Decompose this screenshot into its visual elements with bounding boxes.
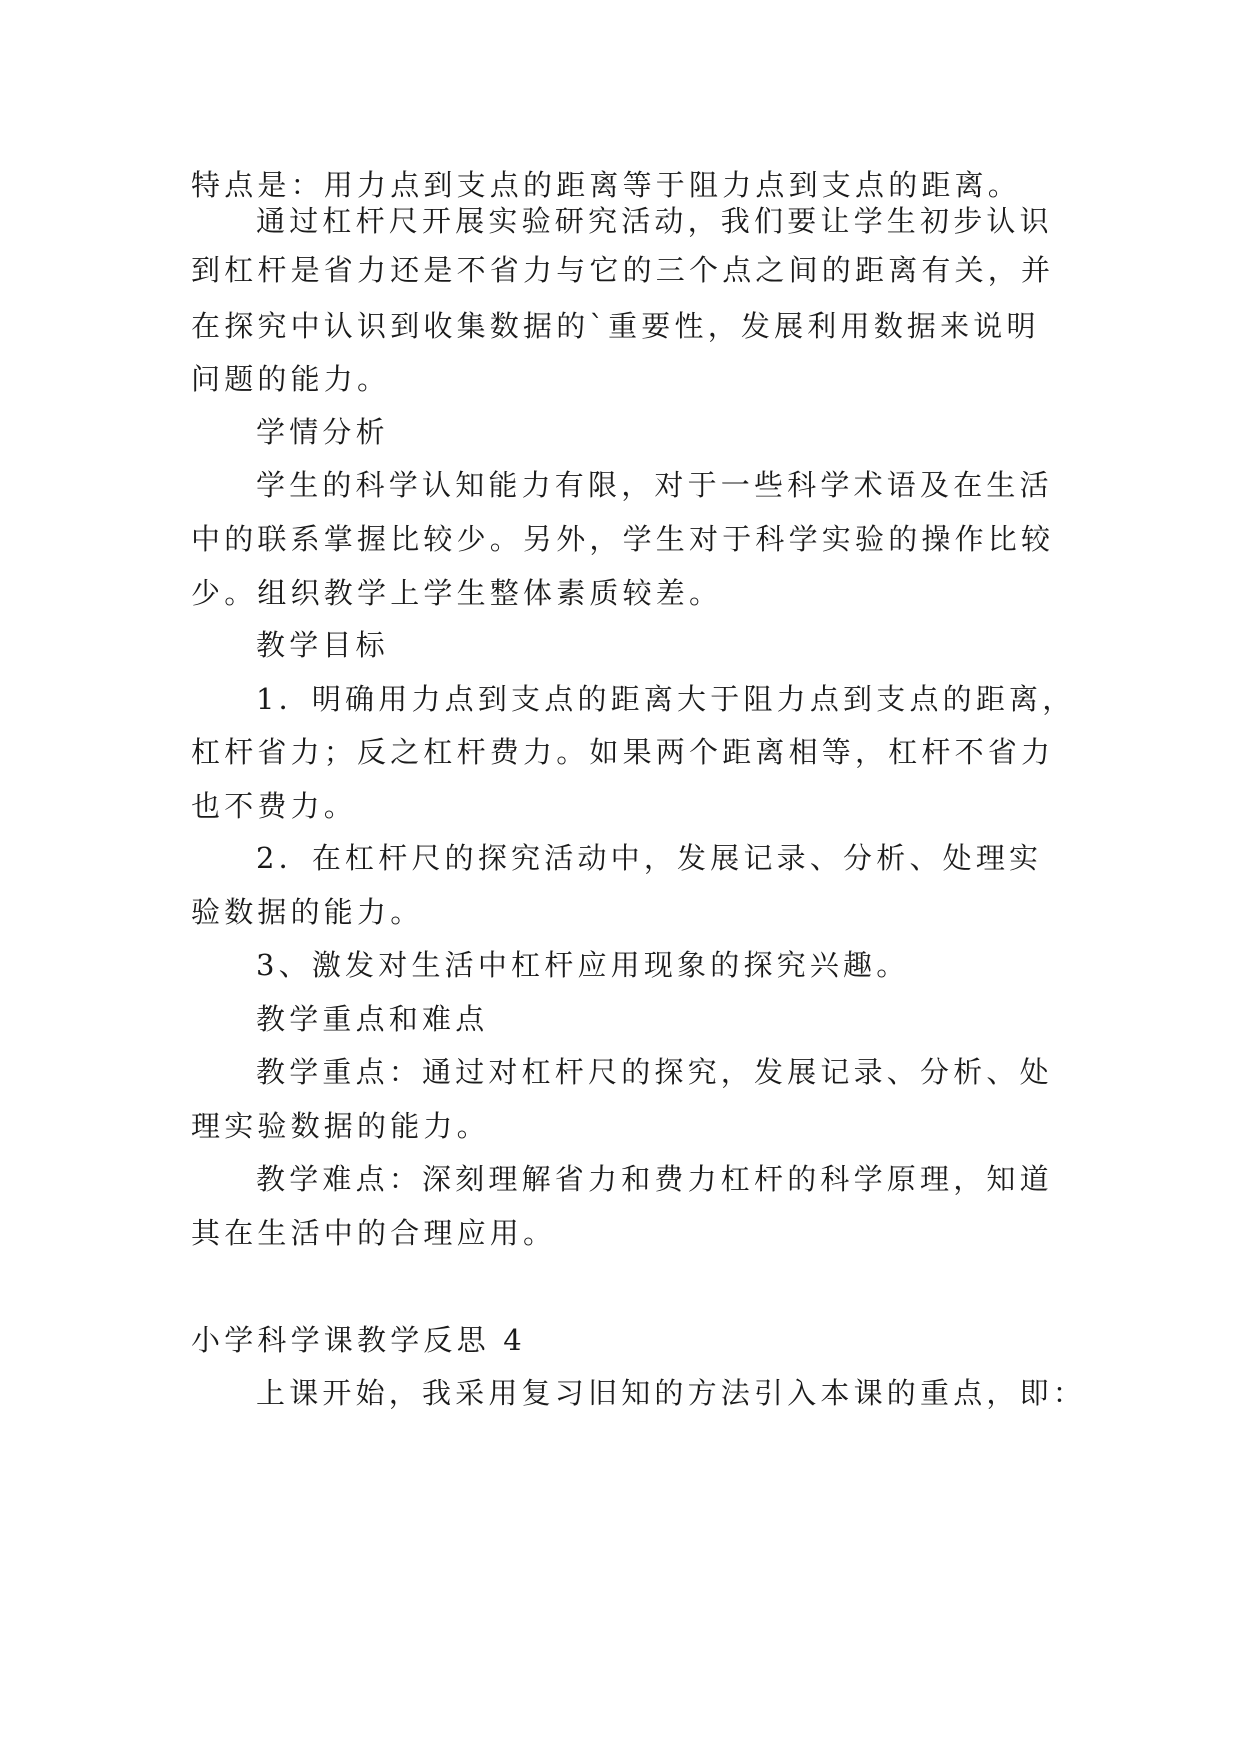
article-title: 小学科学课教学反思 4 <box>191 1323 526 1357</box>
paragraph-line: 理实验数据的能力。 <box>191 1109 490 1143</box>
list-item-line: 1．明确用力点到支点的距离大于阻力点到支点的距离， <box>256 682 1076 716</box>
paragraph-line: 通过杠杆尺开展实验研究活动，我们要让学生初步认识 <box>256 204 1053 238</box>
paragraph-line: 验数据的能力。 <box>191 895 424 929</box>
paragraph-line: 问题的能力。 <box>191 362 391 396</box>
paragraph-line: 其在生活中的合理应用。 <box>191 1216 557 1250</box>
section-heading: 教学重点和难点 <box>256 1002 489 1036</box>
list-item-line: 2．在杠杆尺的探究活动中，发展记录、分析、处理实 <box>256 841 1043 875</box>
paragraph-line: 杠杆省力；反之杠杆费力。如果两个距离相等，杠杆不省力 <box>191 735 1055 769</box>
paragraph-line: 教学重点：通过对杠杆尺的探究，发展记录、分析、处 <box>256 1055 1053 1089</box>
list-item-line: 3、激发对生活中杠杆应用现象的探究兴趣。 <box>256 948 910 982</box>
paragraph-line: 学生的科学认知能力有限，对于一些科学术语及在生活 <box>256 468 1053 502</box>
paragraph-line: 在探究中认识到收集数据的`重要性，发展利用数据来说明 <box>191 309 1040 343</box>
paragraph-line: 上课开始，我采用复习旧知的方法引入本课的重点，即： <box>256 1376 1087 1410</box>
paragraph-line: 到杠杆是省力还是不省力与它的三个点之间的距离有关，并 <box>191 253 1055 287</box>
paragraph-line: 教学难点：深刻理解省力和费力杠杆的科学原理，知道 <box>256 1162 1053 1196</box>
paragraph-line: 少。组织教学上学生整体素质较差。 <box>191 576 723 610</box>
paragraph-line: 也不费力。 <box>191 789 358 823</box>
paragraph-line: 特点是：用力点到支点的距离等于阻力点到支点的距离。 <box>191 168 1022 202</box>
paragraph-line: 中的联系掌握比较少。另外，学生对于科学实验的操作比较 <box>191 522 1055 556</box>
section-heading: 学情分析 <box>256 415 389 449</box>
section-heading: 教学目标 <box>256 628 389 662</box>
